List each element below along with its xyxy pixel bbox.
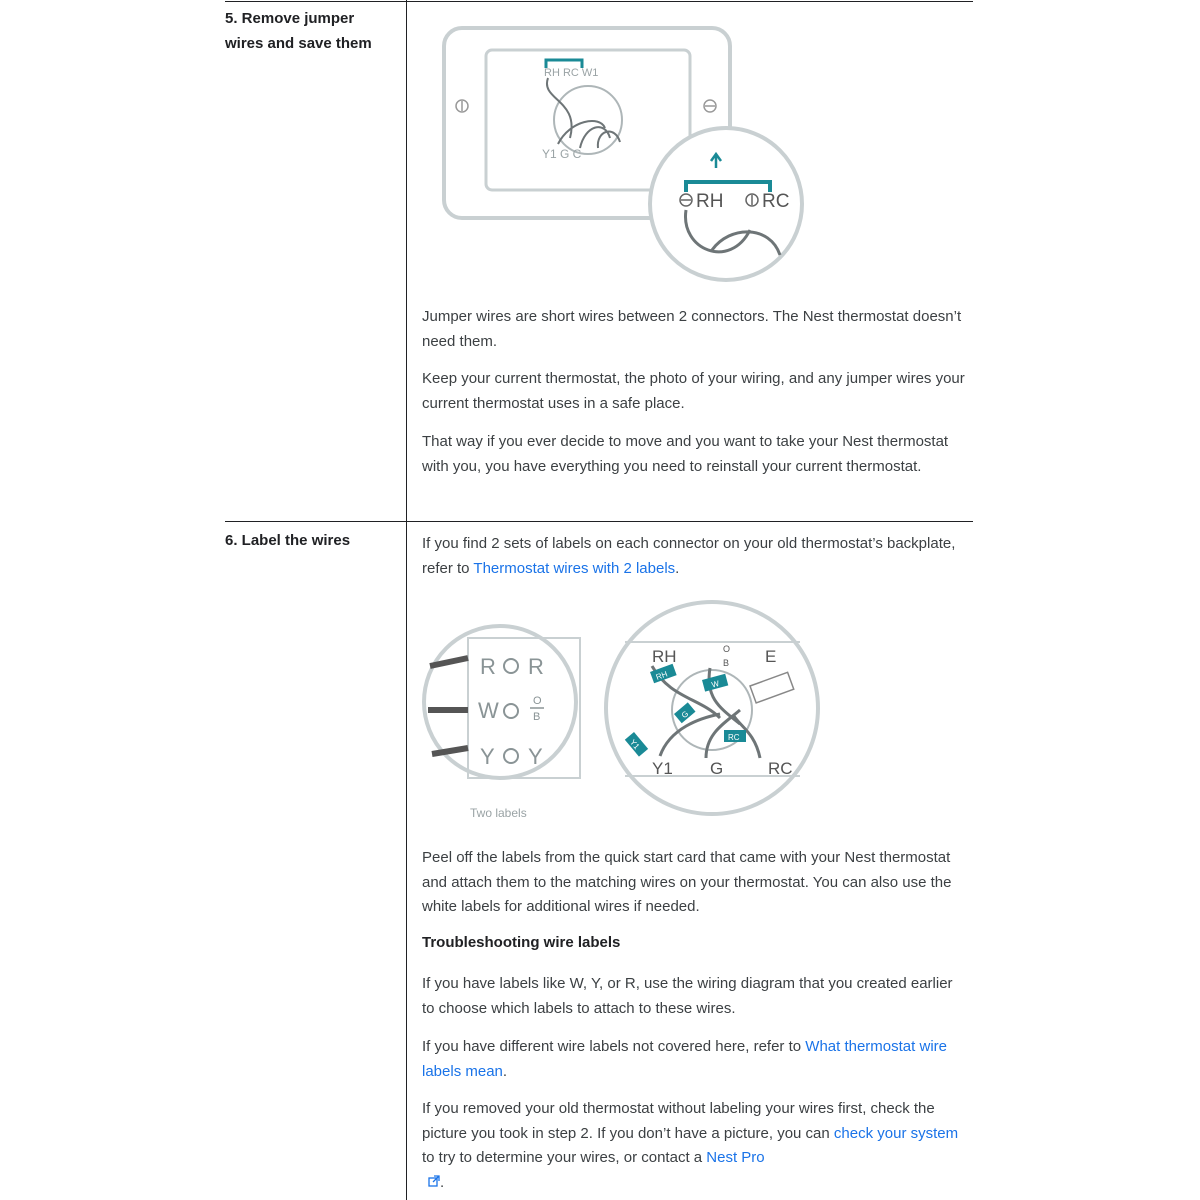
left-row-3-b: Y [528, 744, 543, 769]
paragraph-keep-thermostat: Keep your current thermostat, the photo of your wiring, and any jumper wires your current thermostat uses in a safe place. [422, 370, 965, 412]
left-row-2-b-bottom: B [533, 711, 541, 723]
table-top-rule [225, 1, 973, 2]
left-row-1-b: R [528, 654, 544, 679]
troubleshoot-suffix: . [440, 1173, 445, 1191]
paragraph-jumper-definition: Jumper wires are short wires between 2 connectors. The Nest thermostat doesn’t need them. [422, 308, 962, 350]
table-row-divider [225, 521, 973, 522]
troubleshoot-text: to try to determine your wires, or contact a [422, 1149, 707, 1166]
labeled-wires-circle [606, 602, 818, 814]
paragraph-troubleshoot-different-labels [422, 1035, 967, 1084]
link-check-your-system[interactable]: check your system [833, 1124, 959, 1142]
zoom-label-rh: RH [696, 191, 724, 212]
troubleshooting-heading: Troubleshooting wire labels [422, 934, 621, 951]
paragraph-reinstall: That way if you ever decide to move and you want to take your Nest thermostat with you, you have everything you need to reinstall your current thermostat. [422, 433, 949, 475]
zoom-label-rc: RC [762, 191, 790, 212]
link-thermostat-wires-two-labels[interactable]: Thermostat wires with 2 labels [473, 559, 676, 577]
top-terminal-labels: RH RC W1 [544, 67, 599, 79]
svg-text:G: G [679, 709, 691, 720]
troubleshoot-suffix: . [502, 1062, 508, 1080]
right-bottom-g: G [710, 759, 724, 778]
svg-text:RC: RC [728, 733, 740, 742]
right-bottom-y1: Y1 [652, 759, 673, 778]
link-what-wire-labels-mean[interactable]: What thermostat wire labels mean [422, 1038, 947, 1080]
two-labels-caption: Two labels [470, 806, 527, 820]
right-top-e: E [765, 647, 777, 666]
paragraph-two-labels-intro [422, 532, 967, 581]
step-title-line: wires and save them [225, 35, 372, 52]
step-title-line: 5. Remove jumper [225, 10, 355, 27]
step-title-label-wires: 6. Label the wires [225, 532, 351, 549]
paragraph-troubleshoot-no-labels [422, 1097, 967, 1195]
right-top-o: O [723, 644, 731, 654]
step-title-remove-jumper [225, 6, 395, 56]
troubleshoot-text: If you have different wire labels not covered here, refer to [422, 1038, 806, 1055]
left-row-1-a: R [480, 654, 496, 679]
external-link-icon[interactable] [428, 1171, 440, 1196]
intro-suffix: . [675, 559, 680, 577]
svg-text:W: W [710, 678, 721, 690]
intro-text: If you find 2 sets of labels on each connector on your old thermostat’s backplate, refer to [422, 535, 956, 577]
svg-text:Y1: Y1 [628, 737, 642, 752]
left-row-2-b-top: O [533, 695, 542, 707]
left-row-3-a: Y [480, 744, 495, 769]
paragraph-troubleshoot-wyr: If you have labels like W, Y, or R, use the wiring diagram that you created earlier to choose which labels to attach to these wires. [422, 975, 953, 1017]
paragraph-peel-labels: Peel off the labels from the quick start card that came with your Nest thermostat and attach them to the matching wires on your thermostat. You can also use the white labels for additional wires if needed. [422, 849, 952, 915]
bottom-terminal-labels: Y1 G C [542, 147, 582, 161]
left-row-2-a: W [478, 698, 499, 723]
right-top-b: B [723, 658, 730, 668]
label-wires-diagram [420, 598, 830, 830]
wire-tag-rc [724, 730, 746, 742]
right-top-rh: RH [652, 647, 677, 666]
troubleshoot-text: If you removed your old thermostat without labeling your wires first, check the picture you took in step 2. If you don’t have a picture, you can [422, 1100, 935, 1142]
right-bottom-rc: RC [768, 759, 793, 778]
table-column-divider [406, 0, 407, 1200]
jumper-wire-diagram [430, 20, 820, 290]
link-nest-pro[interactable]: Nest Pro [706, 1149, 765, 1166]
svg-text:RH: RH [654, 669, 669, 682]
two-labels-circle [424, 626, 576, 778]
